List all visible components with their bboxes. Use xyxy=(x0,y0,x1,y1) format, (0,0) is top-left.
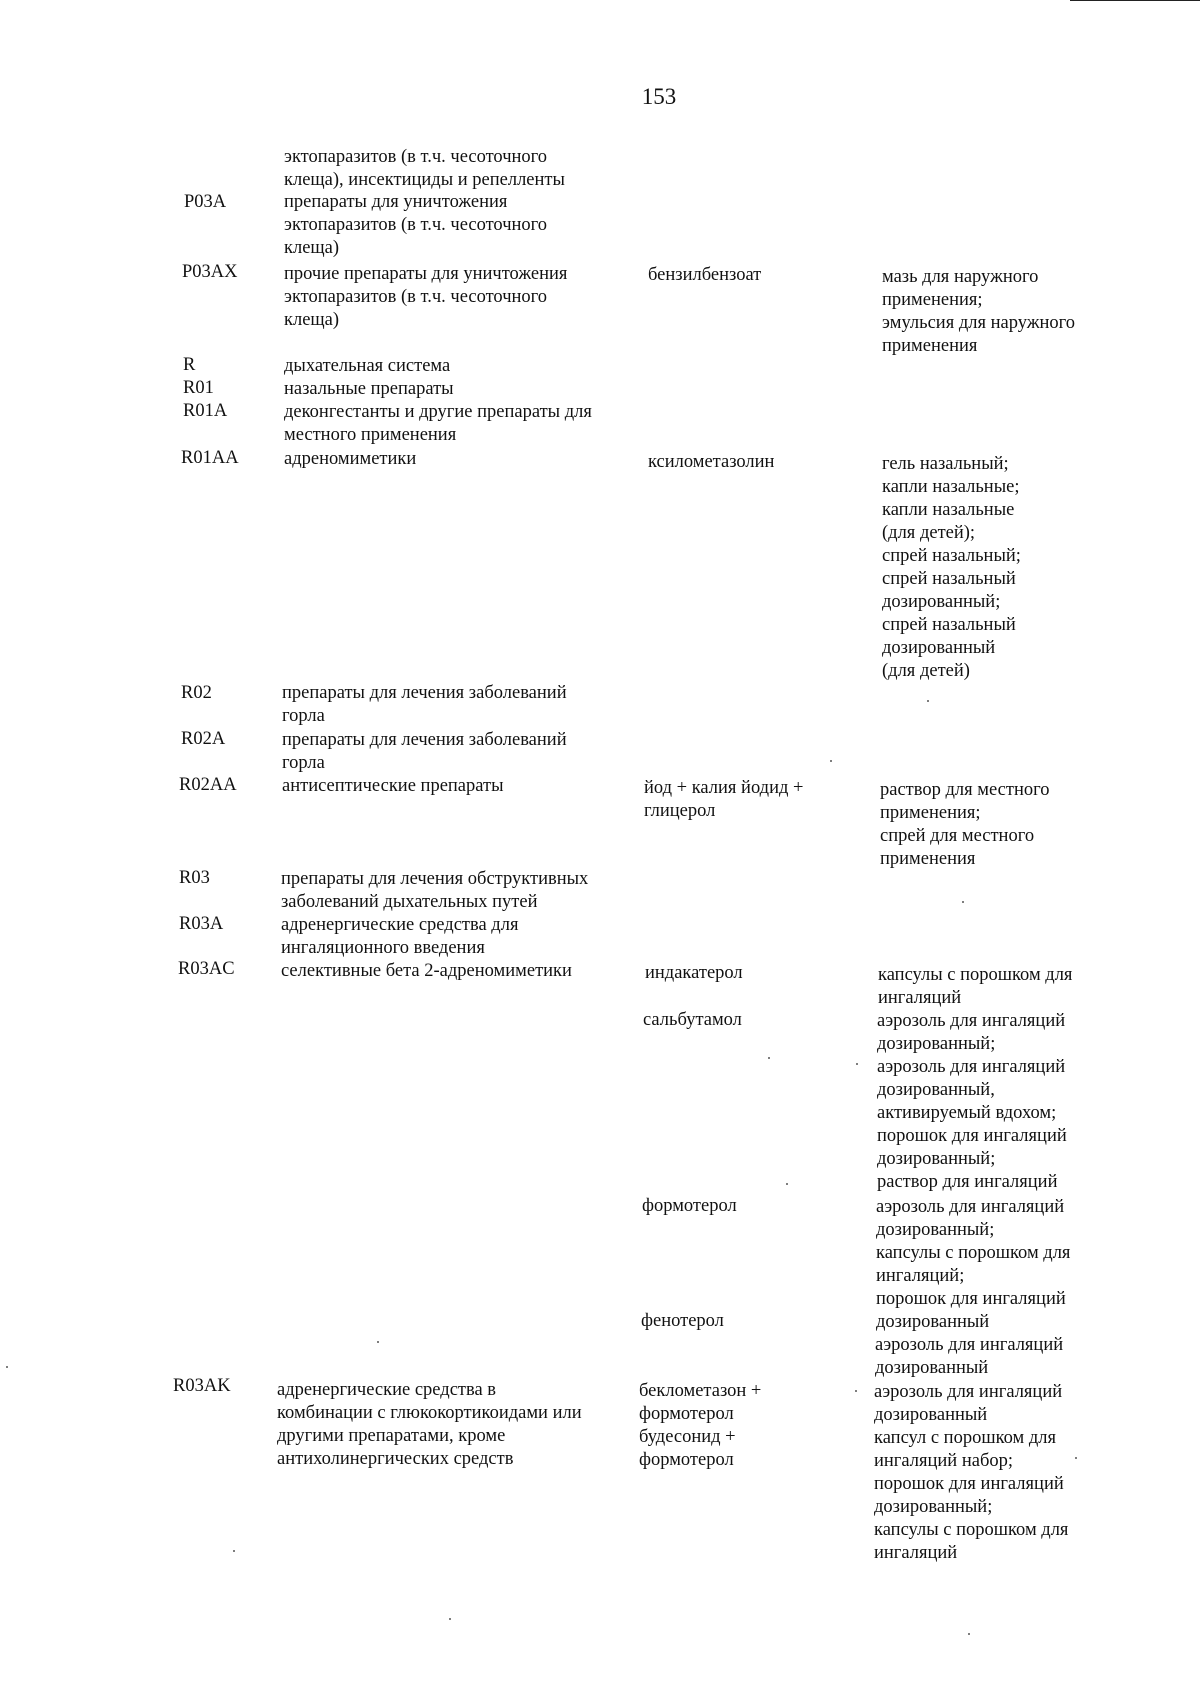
scan-speck xyxy=(768,1057,770,1059)
scan-speck xyxy=(449,1618,451,1620)
row-code: R03 xyxy=(179,868,210,888)
row-description: адреномиметики xyxy=(284,449,417,469)
row-description: прочие препараты для уничтожения эктопаразитов (в т.ч. чесоточного клеща) xyxy=(284,264,568,330)
row-code: R01 xyxy=(183,378,214,398)
row-code: R02A xyxy=(181,729,226,749)
row-form: мазь для наружного применения; эмульсия для наружного применения xyxy=(882,267,1076,356)
row-description: деконгестанты и другие препараты для местного применения xyxy=(284,402,592,445)
row-code: P03A xyxy=(184,192,227,212)
scan-speck xyxy=(830,760,832,762)
row-drug: сальбутамол xyxy=(643,1010,742,1030)
row-description: препараты для уничтожения эктопаразитов (в т.ч. чесоточного клеща) xyxy=(284,192,548,258)
row-description: дыхательная система xyxy=(284,356,451,376)
row-description: адренергические средства для ингаляционного введения xyxy=(281,915,519,958)
row-drug: ксилометазолин xyxy=(648,452,775,472)
scan-speck xyxy=(786,1183,788,1185)
row-code: R03A xyxy=(179,914,224,934)
row-description: препараты для лечения обструктивных заболеваний дыхательных путей xyxy=(281,869,589,912)
row-form: аэрозоль для ингаляций дозированный; аэрозоль для ингаляций дозированный, активируемый вдохом; порошок для ингаляций дозированный; раствор для ингаляций xyxy=(877,1011,1067,1192)
row-code: R xyxy=(183,355,196,375)
row-code: R02 xyxy=(181,683,212,703)
row-form: аэрозоль для ингаляций дозированный; капсулы с порошком для ингаляций; порошок для ингаляций дозированный xyxy=(876,1197,1071,1332)
row-code: R03AK xyxy=(173,1376,231,1396)
row-drug: бензилбензоат xyxy=(648,265,762,285)
row-description: назальные препараты xyxy=(284,379,454,399)
top-edge-line xyxy=(1070,0,1200,1)
scan-speck xyxy=(855,1390,857,1392)
row-description: эктопаразитов (в т.ч. чесоточного клеща), инсектициды и репелленты xyxy=(284,147,565,190)
row-form: раствор для местного применения; спрей для местного применения xyxy=(880,780,1050,869)
row-code: R01A xyxy=(183,401,228,421)
scan-speck xyxy=(968,1633,970,1635)
scan-speck xyxy=(856,1063,858,1065)
row-description: селективные бета 2-адреномиметики xyxy=(281,961,572,981)
row-description: препараты для лечения заболеваний горла xyxy=(282,730,567,773)
scan-speck xyxy=(927,700,929,702)
scan-speck xyxy=(1075,1457,1077,1459)
row-form: капсулы с порошком для ингаляций xyxy=(878,965,1073,1008)
row-form: аэрозоль для ингаляций дозированный капсул с порошком для ингаляций набор; порошок для ингаляций дозированный; капсулы с порошком для ингаляций xyxy=(874,1382,1069,1563)
page-number: 153 xyxy=(641,84,677,109)
row-code: R03AC xyxy=(178,959,235,979)
row-code: P03AX xyxy=(182,262,238,282)
row-drug: беклометазон + формотерол будесонид + формотерол xyxy=(639,1381,762,1470)
scan-speck xyxy=(233,1550,235,1552)
row-drug: формотерол xyxy=(642,1196,737,1216)
row-description: препараты для лечения заболеваний горла xyxy=(282,683,567,726)
row-form: гель назальный; капли назальные; капли назальные (для детей); спрей назальный; спрей назальный дозированный; спрей назальный дозированный (для детей) xyxy=(882,454,1021,681)
scan-speck xyxy=(6,1366,8,1368)
scan-speck xyxy=(377,1341,379,1343)
row-drug: йод + калия йодид + глицерол xyxy=(644,778,804,821)
scan-speck xyxy=(962,901,964,903)
row-drug: фенотерол xyxy=(641,1311,724,1331)
row-code: R01AA xyxy=(181,448,239,468)
row-code: R02AA xyxy=(179,775,237,795)
row-drug: индакатерол xyxy=(645,963,743,983)
row-form: аэрозоль для ингаляций дозированный xyxy=(875,1335,1064,1378)
row-description: антисептические препараты xyxy=(282,776,504,796)
row-description: адренергические средства в комбинации с глюкокортикоидами или другими препаратами, кроме антихолинергических средств xyxy=(277,1380,582,1469)
